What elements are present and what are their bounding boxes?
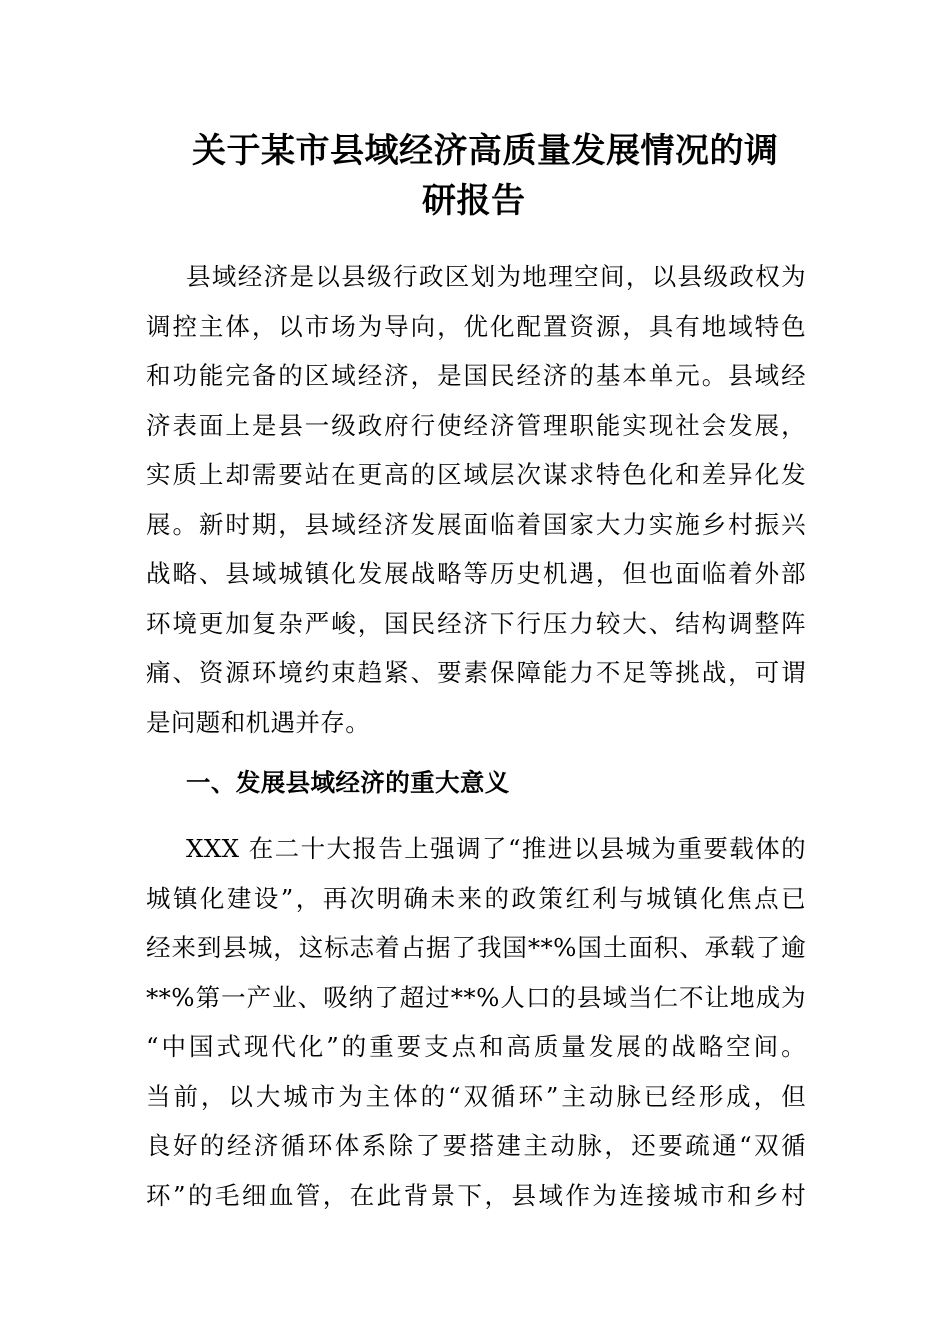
paragraph-line: 调控主体，以市场为导向，优化配置资源，具有地域特色 bbox=[146, 311, 806, 341]
paragraph-line: 当前，以大城市为主体的“双循环”主动脉已经形成，但 bbox=[146, 1081, 806, 1111]
paragraph-line: 县域经济是以县级行政区划为地理空间，以县级政权为 bbox=[186, 262, 806, 291]
paragraph-line: 战略、县域城镇化发展战略等历史机遇，但也面临着外部 bbox=[146, 559, 806, 588]
section-heading: 一、发展县域经济的重大意义 bbox=[186, 768, 510, 797]
paragraph-line: 经来到县城，这标志着占据了我国**%国土面积、承载了逾 bbox=[146, 933, 806, 962]
title-line-1: 关于某市县域经济高质量发展情况的调 bbox=[192, 131, 779, 171]
paragraph-line: XXX 在二十大报告上强调了“推进以县城为重要载体的 bbox=[186, 834, 806, 863]
paragraph-line: 痛、资源环境约束趋紧、要素保障能力不足等挑战，可谓 bbox=[146, 658, 806, 687]
section-1-paragraph bbox=[146, 824, 806, 1220]
paragraph-line: 城镇化建设”，再次明确未来的政策红利与城镇化焦点已 bbox=[146, 883, 806, 913]
paragraph-line: 济表面上是县一级政府行使经济管理职能实现社会发展， bbox=[146, 410, 806, 440]
intro-paragraph bbox=[146, 252, 806, 747]
title-line-2: 研报告 bbox=[422, 181, 526, 221]
paragraph-line: 和功能完备的区域经济，是国民经济的基本单元。县域经 bbox=[146, 361, 806, 390]
paragraph-line: 环境更加复杂严峻，国民经济下行压力较大、结构调整阵 bbox=[146, 608, 806, 638]
paragraph-line: **%第一产业、吸纳了超过**%人口的县域当仁不让地成为 bbox=[146, 982, 806, 1012]
paragraph-line: 良好的经济循环体系除了要搭建主动脉，还要疏通“双循 bbox=[146, 1131, 806, 1160]
paragraph-line: “中国式现代化”的重要支点和高质量发展的战略空间。 bbox=[146, 1032, 806, 1061]
paragraph-line: 实质上却需要站在更高的区域层次谋求特色化和差异化发 bbox=[146, 460, 806, 489]
document-title bbox=[150, 126, 850, 226]
paragraph-line: 环”的毛细血管，在此背景下，县域作为连接城市和乡村 bbox=[146, 1180, 806, 1210]
paragraph-line: 展。新时期，县域经济发展面临着国家大力实施乡村振兴 bbox=[146, 509, 806, 539]
paragraph-line: 是问题和机遇并存。 bbox=[146, 707, 371, 737]
